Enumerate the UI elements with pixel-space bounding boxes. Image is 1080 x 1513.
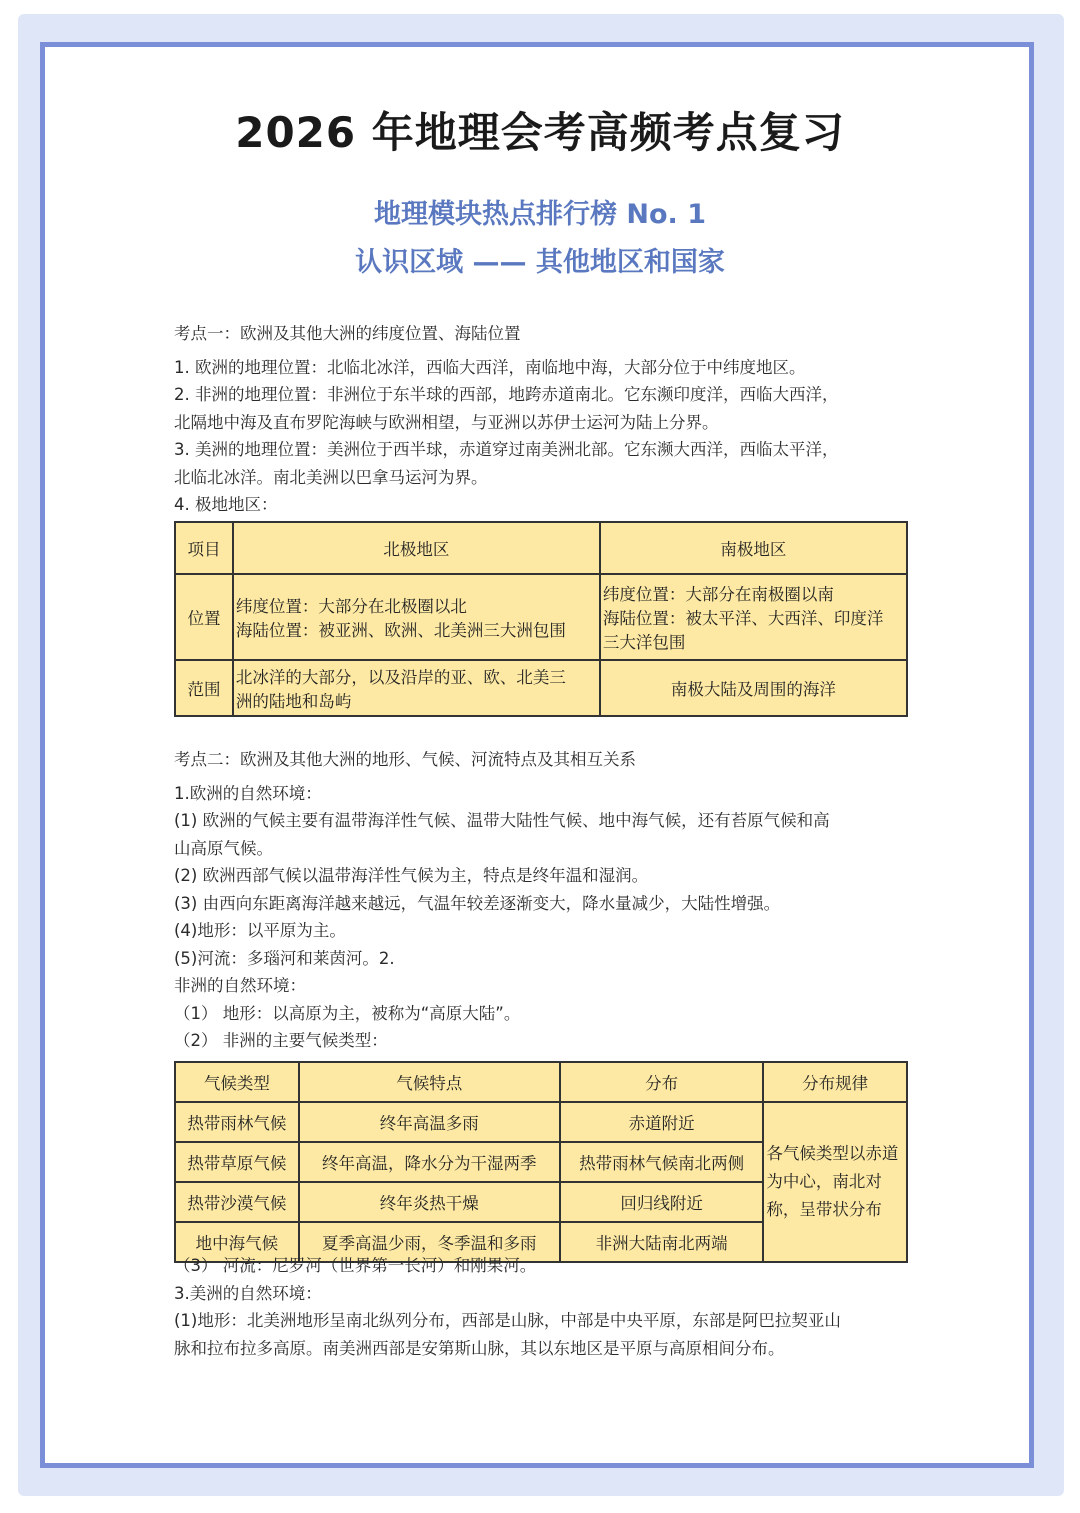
cell-line: 三大洋包围 <box>602 633 686 652</box>
climate-feature-cell: 终年高温，降水分为干湿两季 <box>299 1142 560 1182</box>
europe-env-item: (1) 欧洲的气候主要有温带海洋性气候、温带大陆性气候、地中海气候，还有苔原气候和高 <box>174 811 830 830</box>
table-row <box>175 574 907 660</box>
america-env-item: (1)地形：北美洲地形呈南北纵列分布，西部是山脉，中部是中央平原，东部是阿巴拉契亚山 <box>174 1311 841 1330</box>
climate-type-cell: 热带草原气候 <box>175 1142 299 1182</box>
climate-feature-cell: 终年高温多雨 <box>299 1102 560 1142</box>
table-header-cell: 项目 <box>175 522 233 574</box>
row-label: 位置 <box>175 574 233 660</box>
africa-env-item: （1） 地形：以高原为主，被称为“高原大陆”。 <box>174 1003 521 1023</box>
table-header-cell: 分布 <box>560 1062 763 1102</box>
polar-regions-table <box>174 521 908 717</box>
africa-location-text-cont: 北隔地中海及直布罗陀海峡与欧洲相望，与亚洲以苏伊士运河为陆上分界。 <box>174 412 719 432</box>
europe-env-item: (5)河流：多瑙河和莱茵河。2. <box>174 948 395 968</box>
africa-climate-table <box>174 1061 908 1263</box>
table-cell <box>600 574 907 660</box>
europe-env-item-cont: 山高原气候。 <box>174 838 273 858</box>
africa-location-text: 2. 非洲的地理位置：非洲位于东半球的西部，地跨赤道南北。它东濒印度洋，西临大西洋， <box>174 385 839 404</box>
table-row <box>175 660 907 716</box>
cell-line: 海陆位置：被亚洲、欧洲、北美洲三大洲包围 <box>235 621 566 640</box>
cell-line: 海陆位置：被太平洋、大西洋、印度洋 <box>602 609 884 628</box>
table-cell <box>233 574 600 660</box>
climate-distribution-cell: 赤道附近 <box>560 1102 763 1142</box>
table-header-cell: 分布规律 <box>763 1062 907 1102</box>
section-two-continued <box>174 1252 914 1362</box>
topic-subtitle: 认识区域 —— 其他地区和国家 <box>355 247 725 278</box>
cell-line: 纬度位置：大部分在北极圈以北 <box>235 597 467 616</box>
climate-distribution-cell: 回归线附近 <box>560 1182 763 1222</box>
section-one <box>174 320 914 519</box>
africa-env-item: （2） 非洲的主要气候类型： <box>174 1031 388 1050</box>
africa-env-title: 非洲的自然环境： <box>174 976 306 995</box>
cell-line: 北冰洋的大部分，以及沿岸的亚、欧、北美三 <box>235 668 566 687</box>
table-header-row <box>175 522 907 574</box>
africa-env-item: （3） 河流：尼罗河（世界第一长河）和刚果河。 <box>174 1256 537 1275</box>
climate-type-cell: 热带雨林气候 <box>175 1102 299 1142</box>
climate-type-cell: 地中海气候 <box>175 1222 299 1262</box>
cell-line: 洲的陆地和岛屿 <box>235 692 352 711</box>
table-header-cell: 北极地区 <box>233 522 600 574</box>
cell-line: 纬度位置：大部分在南极圈以南 <box>602 585 834 604</box>
climate-feature-cell: 夏季高温少雨，冬季温和多雨 <box>299 1222 560 1262</box>
table-header-row <box>175 1062 907 1102</box>
section-two <box>174 746 914 1055</box>
row-label: 范围 <box>175 660 233 716</box>
climate-distribution-cell: 非洲大陆南北两端 <box>560 1222 763 1262</box>
america-env-item-cont: 脉和拉布拉多高原。南美洲西部是安第斯山脉，其以东地区是平原与高原相间分布。 <box>174 1338 785 1358</box>
section-one-heading: 考点一：欧洲及其他大洲的纬度位置、海陆位置 <box>174 324 521 343</box>
europe-env-item: (2) 欧洲西部气候以温带海洋性气候为主，特点是终年温和湿润。 <box>174 866 649 885</box>
europe-location-text: 1. 欧洲的地理位置：北临北冰洋，西临大西洋，南临地中海，大部分位于中纬度地区。 <box>174 357 806 377</box>
america-location-text: 3. 美洲的地理位置：美洲位于西半球，赤道穿过南美洲北部。它东濒大西洋，西临太平洋， <box>174 440 839 459</box>
table-header-cell: 气候类型 <box>175 1062 299 1102</box>
section-two-heading: 考点二：欧洲及其他大洲的地形、气候、河流特点及其相互关系 <box>174 750 636 769</box>
climate-type-cell: 热带沙漠气候 <box>175 1182 299 1222</box>
europe-env-item: (3) 由西向东距离海洋越来越远，气温年较差逐渐变大，降水量减少，大陆性增强。 <box>174 893 781 913</box>
climate-distribution-cell: 热带雨林气候南北两侧 <box>560 1142 763 1182</box>
climate-feature-cell: 终年炎热干燥 <box>299 1182 560 1222</box>
america-location-text-cont: 北临北冰洋。南北美洲以巴拿马运河为界。 <box>174 467 488 487</box>
europe-env-title: 1.欧洲的自然环境： <box>174 783 322 803</box>
table-cell: 南极大陆及周围的海洋 <box>600 660 907 716</box>
europe-env-item: (4)地形：以平原为主。 <box>174 921 346 940</box>
table-header-cell: 南极地区 <box>600 522 907 574</box>
table-row <box>175 1102 907 1142</box>
polar-region-label: 4. 极地地区： <box>174 495 278 514</box>
module-ranking-subtitle: 地理模块热点排行榜 No. 1 <box>374 199 706 230</box>
america-env-title: 3.美洲的自然环境： <box>174 1283 322 1303</box>
distribution-rule-cell: 各气候类型以赤道为中心，南北对称，呈带状分布 <box>763 1102 907 1262</box>
table-header-cell: 气候特点 <box>299 1062 560 1102</box>
page-title: 2026 年地理会考高频考点复习 <box>235 108 845 157</box>
table-cell <box>233 660 600 716</box>
